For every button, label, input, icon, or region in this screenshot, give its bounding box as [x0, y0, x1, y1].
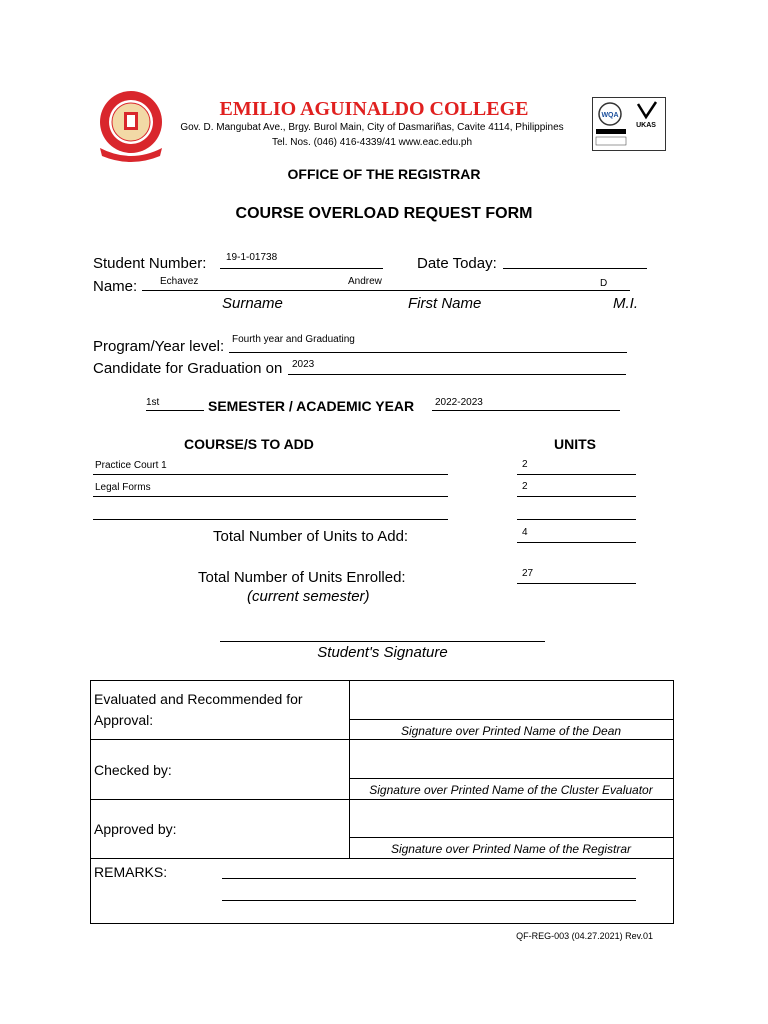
courses-header: COURSE/S TO ADD — [184, 436, 314, 452]
approval-row-separator-1 — [91, 739, 673, 740]
dean-signature-line[interactable] — [349, 719, 673, 720]
name-field-line — [142, 290, 630, 291]
college-name: EMILIO AGUINALDO COLLEGE — [219, 98, 529, 120]
graduation-value[interactable]: 2023 — [292, 359, 315, 370]
academic-year-value[interactable]: 2022-2023 — [435, 397, 483, 408]
academic-year-field-line — [432, 410, 620, 411]
total-units-add-value[interactable]: 4 — [522, 527, 528, 538]
total-units-enrolled-value[interactable]: 27 — [522, 568, 534, 579]
middle-initial-value[interactable]: D — [600, 278, 608, 289]
total-units-enrolled-line — [517, 583, 636, 584]
first-name-caption: First Name — [408, 295, 482, 312]
ukas-text: UKAS — [636, 122, 656, 129]
form-code: QF-REG-003 (04.27.2021) Rev.01 — [516, 931, 653, 941]
graduation-field-line — [288, 374, 626, 375]
course-row-1-name[interactable]: Practice Court 1 — [95, 460, 167, 471]
form-title: COURSE OVERLOAD REQUEST FORM — [235, 205, 533, 222]
program-value[interactable]: Fourth year and Graduating — [232, 334, 355, 345]
units-header: UNITS — [554, 436, 596, 452]
total-units-add-line — [517, 542, 636, 543]
remarks-line-1[interactable] — [222, 878, 636, 879]
units-row-2-line — [517, 496, 636, 497]
first-name-value[interactable]: Andrew — [348, 276, 382, 287]
total-units-enrolled-label: Total Number of Units Enrolled: — [198, 569, 406, 586]
college-seal-logo — [94, 88, 168, 162]
course-row-1-line — [93, 474, 448, 475]
remarks-line-2[interactable] — [222, 900, 636, 901]
graduation-label: Candidate for Graduation on — [93, 360, 283, 377]
course-row-3-line — [93, 519, 448, 520]
date-today-field-line — [503, 268, 647, 269]
evaluator-signature-line[interactable] — [349, 778, 673, 779]
units-row-1-line — [517, 474, 636, 475]
student-signature-line[interactable] — [220, 641, 545, 642]
college-telephone: Tel. Nos. (046) 416-4339/41 www.eac.edu.ph — [271, 137, 473, 148]
dean-signature-caption: Signature over Printed Name of the Dean — [400, 724, 622, 738]
total-units-add-label: Total Number of Units to Add: — [213, 528, 409, 545]
units-row-3-line — [517, 519, 636, 520]
course-row-2-units[interactable]: 2 — [522, 481, 528, 492]
approved-by-label: Approved by: — [94, 821, 177, 837]
student-number-field-line — [220, 268, 383, 269]
certification-logo — [592, 97, 666, 151]
evaluator-signature-caption: Signature over Printed Name of the Cluster Evaluator — [369, 783, 653, 797]
middle-initial-caption: M.I. — [613, 295, 638, 312]
approval-table-divider — [349, 681, 350, 859]
evaluated-label-line-2: Approval: — [94, 712, 154, 728]
approval-row-separator-3 — [91, 858, 673, 859]
remarks-label: REMARKS: — [94, 864, 168, 880]
student-number-label: Student Number: — [93, 255, 207, 272]
semester-value[interactable]: 1st — [146, 397, 160, 408]
semester-field-line — [146, 410, 204, 411]
wqa-text: WQA — [601, 112, 619, 119]
course-row-1-units[interactable]: 2 — [522, 459, 528, 470]
evaluated-label-line-1: Evaluated and Recommended for — [94, 691, 303, 707]
student-signature-caption: Student's Signature — [317, 644, 448, 661]
surname-value[interactable]: Echavez — [160, 276, 199, 287]
semester-academic-year-label: SEMESTER / ACADEMIC YEAR — [208, 398, 415, 414]
course-row-2-name[interactable]: Legal Forms — [95, 482, 151, 493]
checked-by-label: Checked by: — [94, 762, 172, 778]
student-number-value[interactable]: 19-1-01738 — [226, 252, 278, 263]
registrar-signature-caption: Signature over Printed Name of the Registrar — [390, 842, 632, 856]
approval-table — [90, 680, 674, 924]
college-address: Gov. D. Mangubat Ave., Brgy. Burol Main, City of Dasmariñas, Cavite 4114, Philippines — [180, 122, 564, 133]
program-field-line — [229, 352, 627, 353]
date-today-label: Date Today: — [417, 255, 497, 272]
office-heading: OFFICE OF THE REGISTRAR — [287, 166, 481, 182]
registrar-signature-line[interactable] — [349, 837, 673, 838]
surname-caption: Surname — [222, 295, 283, 312]
approval-row-separator-2 — [91, 799, 673, 800]
program-label: Program/Year level: — [93, 338, 225, 355]
current-semester-note: (current semester) — [247, 588, 370, 605]
course-row-2-line — [93, 496, 448, 497]
name-label: Name: — [93, 278, 138, 295]
